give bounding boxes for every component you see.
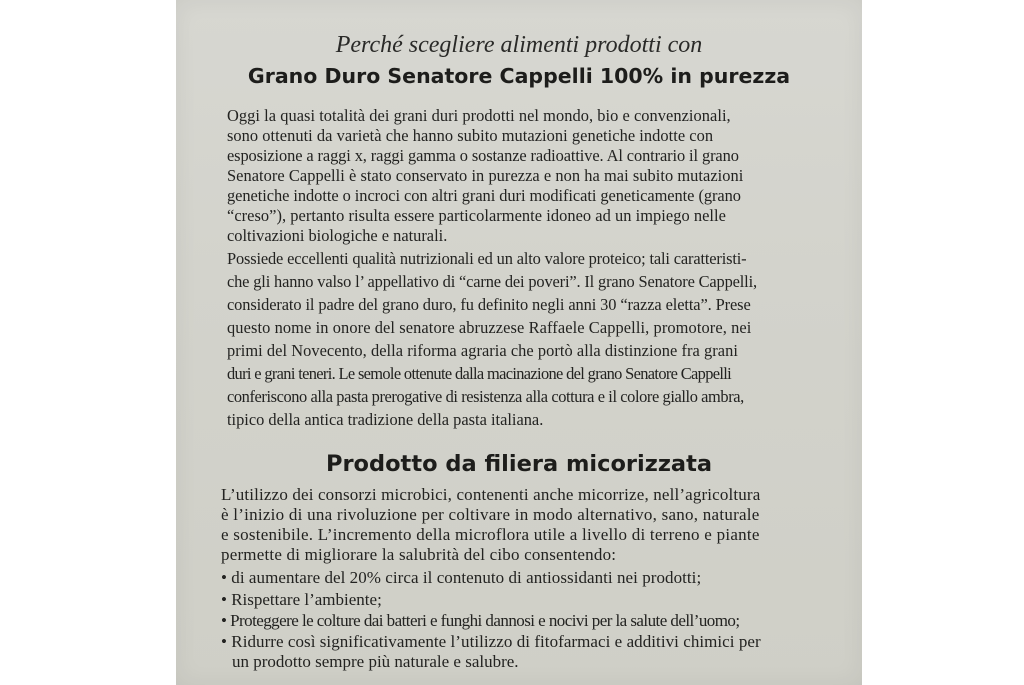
body-line: sono ottenuti da varietà che hanno subito mutazioni genetiche indotte con <box>227 126 714 145</box>
body-line: genetiche indotte o incroci con altri grani duri modificati geneticamente (grano <box>227 186 741 205</box>
list-item: • Ridurre così significativamente l’utilizzo di fitofarmaci e additivi chimici per <box>221 632 761 651</box>
body-line: questo nome in onore del senatore abruzzese Raffaele Cappelli, promotore, nei <box>227 318 752 337</box>
section-heading-filiera: Prodotto da filiera micorizzata <box>325 451 713 477</box>
list-item-continuation: un prodotto sempre più naturale e salubre. <box>232 652 519 671</box>
list-item: • Rispettare l’ambiente; <box>221 590 382 609</box>
page-title: Grano Duro Senatore Cappelli 100% in purezza <box>247 64 791 88</box>
body-line: permette di migliorare la salubrità del cibo consentendo: <box>221 545 617 564</box>
printed-card <box>176 0 862 685</box>
list-item: • Proteggere le colture dai batteri e funghi dannosi e nocivi per la salute dell’uomo; <box>221 611 740 630</box>
body-line: tipico della antica tradizione della pasta italiana. <box>227 410 544 429</box>
body-line: esposizione a raggi x, raggi gamma o sostanze radioattive. Al contrario il grano <box>227 146 739 165</box>
body-line: che gli hanno valso l’ appellativo di “carne dei poveri”. Il grano Senatore Cappelli, <box>227 272 757 291</box>
body-line: Oggi la quasi totalità dei grani duri prodotti nel mondo, bio e convenzionali, <box>227 106 731 125</box>
list-item: • di aumentare del 20% circa il contenuto di antiossidanti nei prodotti; <box>221 568 702 587</box>
body-line: è l’inizio di una rivoluzione per coltivare in modo alternativo, sano, naturale <box>221 505 760 524</box>
body-line: “creso”), pertanto risulta essere particolarmente idoneo ad un impiego nelle <box>227 206 726 225</box>
body-line: e sostenibile. L’incremento della microflora utile a livello di terreno e piante <box>221 525 760 544</box>
page-subtitle: Perché scegliere alimenti prodotti con <box>335 32 703 58</box>
body-line: L’utilizzo dei consorzi microbici, contenenti anche micorrize, nell’agricoltura <box>221 485 761 504</box>
body-line: coltivazioni biologiche e naturali. <box>227 226 448 245</box>
body-line: considerato il padre del grano duro, fu definito negli anni 30 “razza eletta”. Prese <box>227 295 751 314</box>
section-filiera-body <box>176 0 862 685</box>
body-line: primi del Novecento, della riforma agraria che portò alla distinzione fra grani <box>227 341 738 360</box>
body-line: duri e grani teneri. Le semole ottenute dalla macinazione del grano Senatore Cappelli <box>227 364 732 383</box>
body-line: conferiscono alla pasta prerogative di resistenza alla cottura e il colore giallo ambra, <box>227 387 744 406</box>
body-line: Senatore Cappelli è stato conservato in purezza e non ha mai subito mutazioni <box>227 166 744 185</box>
body-line: Possiede eccellenti qualità nutrizionali ed un alto valore proteico; tali caratteristi- <box>227 249 747 268</box>
